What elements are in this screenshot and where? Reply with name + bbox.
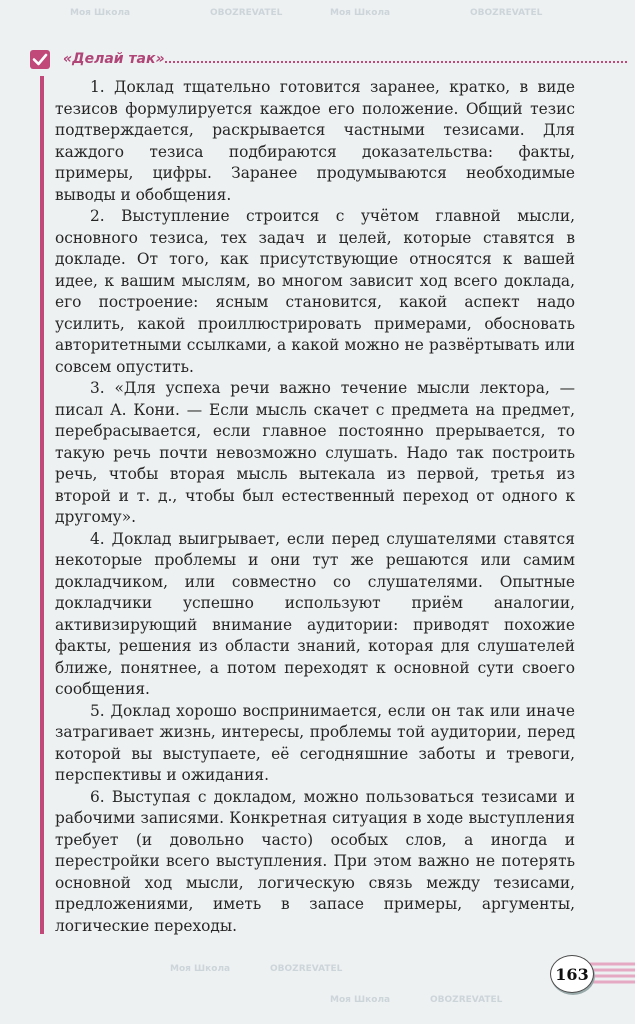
watermark: Моя Школа [330,995,391,1005]
paragraph: 1. Доклад тщательно готовится заранее, кратко, в виде тезисов формулируется каждое его положение. Общий тезис подтверждается, раскрывается частными тезисами. Для каждого тезиса подбираются доказательства: факты, примеры, цифры. Заранее продумываются необходимые выводы и обобщения. [55,78,575,204]
paragraph: 4. Доклад выигрывает, если перед слушателями ставятся некоторые проблемы и они тут же решаются или самим докладчиком, или совместно со слушателями. Опытные докладчики успешно используют приём аналогии, активизирующий внимание аудитории: приводят похожие факты, решения из области знаний, которая для слушателей ближе, понятнее, а потом переходят к основной сути своего сообщения. [55,529,575,698]
watermark: OBOZREVATEL [210,8,283,18]
main-text [55,77,575,937]
paragraph: 6. Выступая с докладом, можно пользоваться тезисами и рабочими записями. Конкретная ситуация в ходе выступления требует (и довольно часто) особых слов, а иногда и перестройки всего выступления. При этом важно не потерять основной ход мысли, логическую связь между тезисами, предложениями, иметь в запасе примеры, аргументы, логические переходы. [55,787,575,935]
dotted-divider [165,61,627,63]
page-number: 163 [550,955,594,993]
watermark: OBOZREVATEL [270,964,343,974]
watermark: OBOZREVATEL [470,8,543,18]
paragraph: 3. «Для успеха речи важно течение мысли лектора, — писал А. Кони. — Если мысль скачет с предмета на предмет, перебрасывается, если главное постоянно прерывается, то такую речь почти невозможно слушать. Надо так построить речь, чтобы вторая мысль вытекала из первой, третья из второй и т. д., чтобы был естественный переход от одного к другому». [55,379,575,526]
watermark: Моя Школа [330,8,391,18]
check-icon [30,50,50,69]
watermark: OBOZREVATEL [430,995,503,1005]
section-title: «Делай так» [63,51,165,67]
watermark: Моя Школа [170,964,231,974]
paragraph: 2. Выступление строится с учётом главной мысли, основного тезиса, тех задач и целей, которые ставятся в докладе. От того, как присутствующие относятся к вашей идее, к вашим мыслям, во многом зависит ход всего доклада, его построение: ясным становится, какой аспект надо усилить, какой проиллюстрировать примерами, обосновать авторитетными ссылками, а какой можно не развёртывать или совсем опустить. [55,207,575,376]
accent-bar [40,76,44,934]
paragraph: 5. Доклад хорошо воспринимается, если он так или иначе затрагивает жизнь, интересы, проблемы той аудитории, перед которой вы выступаете, её сегодняшние заботы и тревоги, перспективы и ожидания. [55,701,575,784]
watermark: Моя Школа [70,8,131,18]
section-header [30,49,630,71]
